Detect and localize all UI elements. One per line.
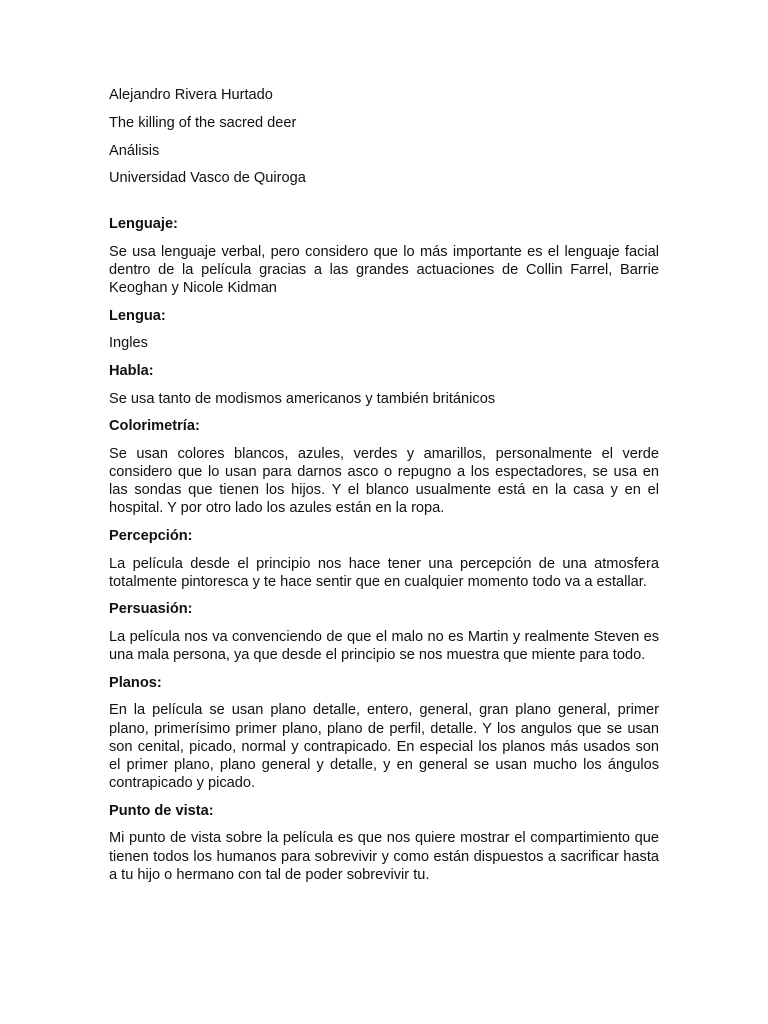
- section-planos: [109, 674, 659, 793]
- author-name: Alejandro Rivera Hurtado: [109, 87, 273, 103]
- section-heading: Lenguaje:: [109, 216, 178, 233]
- section-persuasion: [109, 600, 659, 664]
- section-paragraph: Mi punto de vista sobre la película es que nos quiere mostrar el compartimiento que tienen todos los humanos para sobrevivir y como están dispuestos a sacrificar hasta a tu hijo o hermano con tal de poder sobrevivir tu.: [109, 830, 659, 883]
- section-paragraph: La película nos va convenciendo de que el malo no es Martin y realmente Steven es una mala persona, ya que desde el principio se nos muestra que miente para todo.: [109, 628, 659, 664]
- film-title: The killing of the sacred deer: [109, 114, 297, 131]
- section-habla: [109, 362, 659, 408]
- section-paragraph: Se usa lenguaje verbal, pero considero que lo más importante es el lenguaje facial dentro de la película gracias a las grandes actuaciones de Collin Farrel, Barrie Keoghan y Nicole Kidman: [109, 243, 659, 297]
- section-heading: Planos:: [109, 674, 162, 691]
- section-paragraph: En la película se usan plano detalle, entero, general, gran plano general, primer plano, primerísimo primer plano, plano de perfil, detalle. Y los angulos que se usan son cenital, picado, normal y contrapicado. En especial los planos más usados son el primer plano, plano general y detalle, y en general se usan mucho los ángulos contrapicado y picado.: [109, 702, 659, 792]
- section-heading: Percepción:: [109, 527, 193, 544]
- section-heading: Persuasión:: [109, 601, 193, 618]
- section-percepcion: [109, 527, 659, 591]
- section-lengua: [109, 307, 659, 353]
- section-paragraph: Ingles: [109, 335, 148, 352]
- section-paragraph: Se usa tanto de modismos americanos y también británicos: [109, 390, 496, 407]
- section-lenguaje: [109, 215, 659, 297]
- section-heading: Colorimetría:: [109, 418, 200, 435]
- section-paragraph: La película desde el principio nos hace tener una percepción de una atmosfera totalmente pintoresca y te hace sentir que en cualquier momento todo va a estallar.: [109, 555, 659, 590]
- document-type: Análisis: [109, 142, 160, 159]
- institution-name: Universidad Vasco de Quiroga: [109, 170, 306, 187]
- section-heading: Lengua:: [109, 307, 166, 324]
- section-paragraph: Se usan colores blancos, azules, verdes y amarillos, personalmente el verde considero que lo usan para darnos asco o repugno a los espectadores, se usa en las sondas que tienen los hijos. Y el blanco usualmente está en la casa y en el hospital. Y por otro lado los azules están en la ropa.: [109, 445, 659, 517]
- section-punto-de-vista: [109, 802, 659, 884]
- section-heading: Punto de vista:: [109, 802, 214, 819]
- header-spacer: [109, 197, 659, 215]
- section-colorimetria: [109, 417, 659, 517]
- document-page: [109, 86, 659, 893]
- section-heading: Habla:: [109, 362, 154, 379]
